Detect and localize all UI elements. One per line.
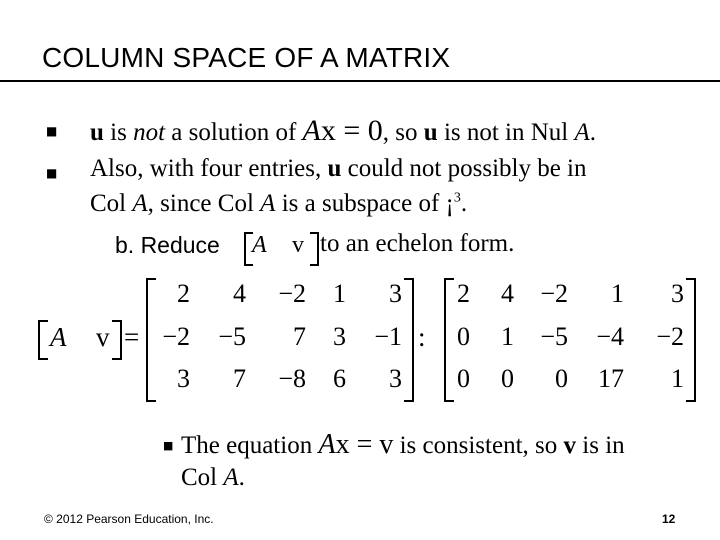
lhs-v: v: [96, 322, 110, 352]
row-equivalence-separator: :: [418, 322, 426, 352]
matrix2-cell: 1: [501, 322, 514, 351]
matrix1-cell: 3: [177, 364, 190, 393]
title-divider: [0, 80, 720, 82]
slide-title: COLUMN SPACE OF A MATRIX: [42, 42, 451, 73]
lhs-right-bracket: [112, 320, 122, 360]
matrix2-cell: 4: [501, 279, 514, 308]
step-b-right-bracket: [310, 232, 319, 266]
step-b-v: v: [292, 232, 304, 258]
matrix1-cell: 4: [233, 279, 246, 308]
matrix2-right-bracket: [686, 278, 696, 402]
matrix2-cell: 0: [555, 364, 568, 393]
matrix1-cell: −2: [162, 322, 190, 351]
conclusion-line-1: The equation Ax = v is consistent, so v is in: [181, 429, 625, 460]
matrix2-cell: 1: [611, 279, 624, 308]
step-b-A: A: [252, 232, 267, 258]
square-bullet-icon: ■: [163, 439, 174, 452]
matrix1-cell: 2: [177, 279, 190, 308]
matrix2-cell: −2: [656, 322, 684, 351]
matrix2-cell: 0: [457, 322, 470, 351]
matrix2-cell: −4: [596, 322, 624, 351]
matrix1-right-bracket: [404, 278, 414, 402]
matrix2-cell: 0: [501, 364, 514, 393]
bullet-2-line-1: Also, with four entries, u could not possibly be in: [90, 155, 587, 182]
conclusion-line-2: Col A.: [181, 464, 245, 491]
matrix1-cell: 1: [333, 279, 346, 308]
step-b-label: b. Reduce: [115, 232, 220, 258]
matrix2-cell: 0: [457, 364, 470, 393]
bullet-1-text: u is not a solution of Ax = 0, so u is not in Nul A.: [90, 114, 597, 147]
matrix1-cell: −1: [374, 322, 402, 351]
matrix2-cell: 1: [671, 364, 684, 393]
matrix1-cell: 3: [389, 279, 402, 308]
matrix1-cell: −2: [278, 279, 306, 308]
matrix1-cell: 3: [389, 364, 402, 393]
lhs-equals: =: [124, 322, 140, 352]
matrix1-cell: 6: [333, 364, 346, 393]
matrix1-cell: 3: [333, 322, 346, 351]
matrix2-cell: 3: [671, 279, 684, 308]
bullet-2-line-2: Col A, since Col A is a subspace of ¡$^3$.: [90, 190, 468, 217]
matrix2-cell: 2: [457, 279, 470, 308]
lhs-left-bracket: [38, 320, 48, 360]
matrix2-cell: −2: [540, 279, 568, 308]
page-number: 12: [662, 512, 676, 526]
matrix1-cell: −8: [278, 364, 306, 393]
matrix1-cell: −5: [218, 322, 246, 351]
matrix2-cell: −5: [540, 322, 568, 351]
matrix2-cell: 17: [598, 364, 624, 393]
matrix1-cell: 7: [293, 322, 306, 351]
square-bullet-icon: ■: [46, 166, 58, 180]
matrix1-cell: 7: [233, 364, 246, 393]
step-b-rest: to an echelon form.: [320, 230, 515, 257]
copyright-footer: © 2012 Pearson Education, Inc.: [44, 512, 214, 526]
square-bullet-icon: ■: [46, 124, 58, 138]
lhs-A: A: [50, 322, 67, 352]
